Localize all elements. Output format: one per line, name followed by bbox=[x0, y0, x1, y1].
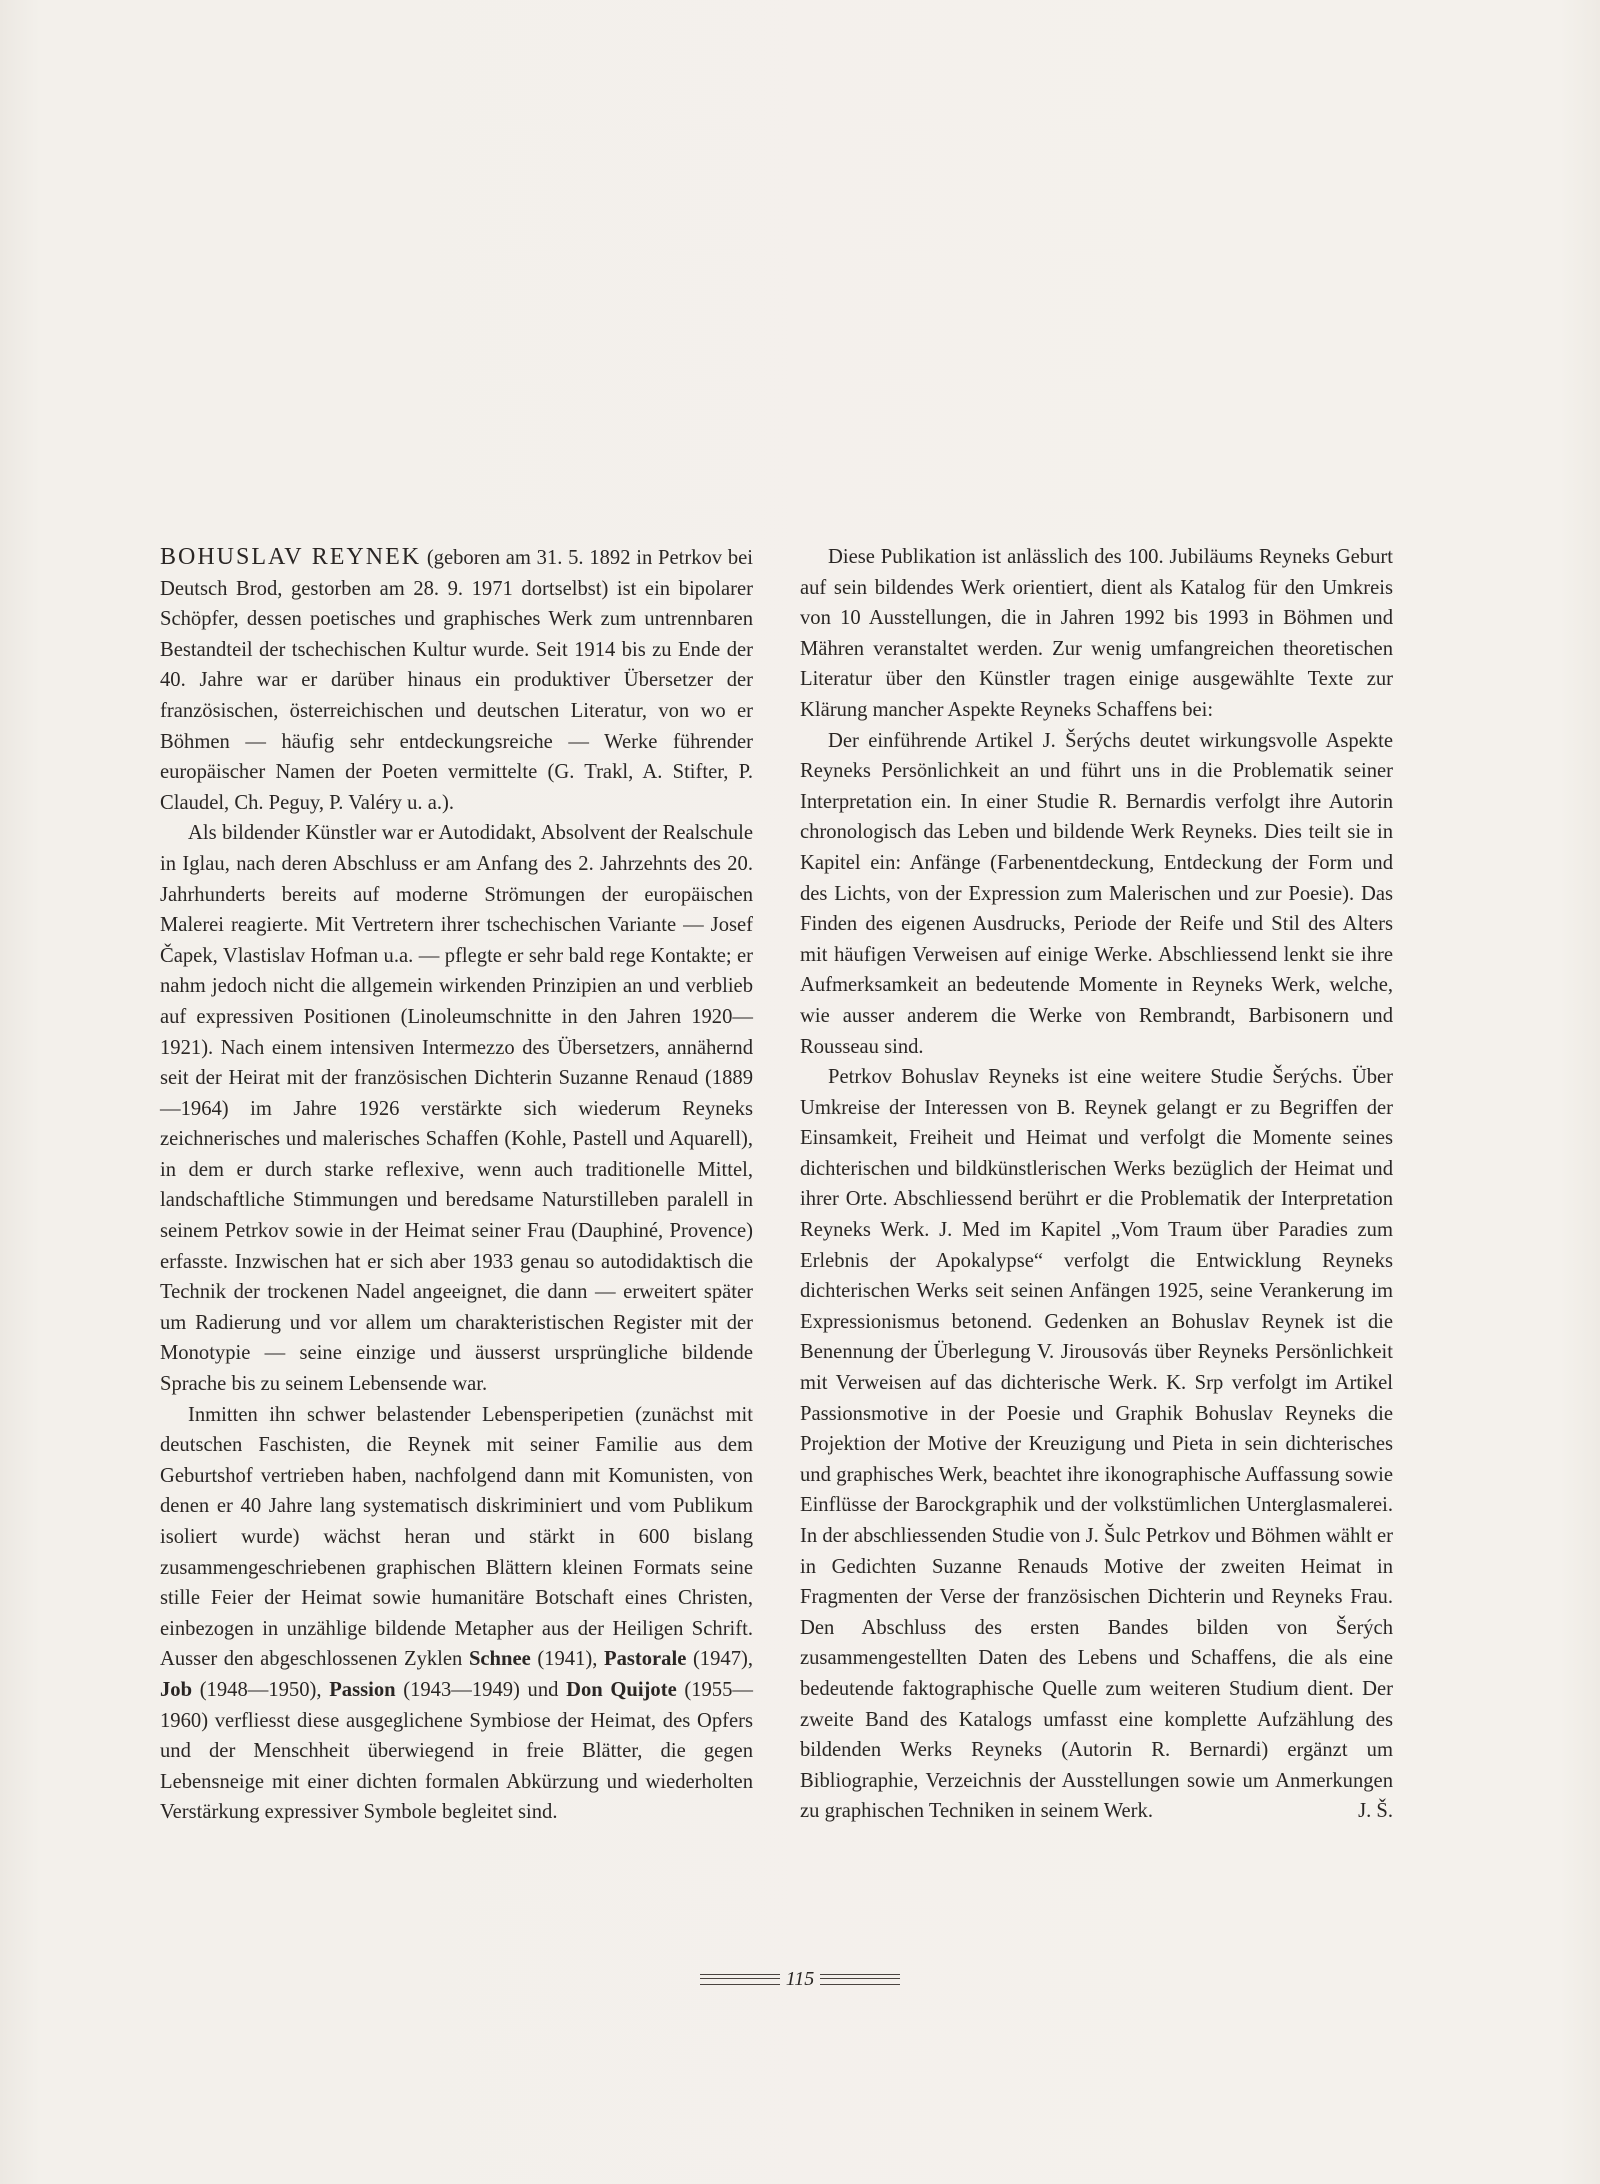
paragraph-graphic-works bbox=[160, 1400, 753, 1828]
cycle-title-job: Job bbox=[160, 1678, 193, 1701]
cycle-year: (1947), bbox=[686, 1648, 753, 1671]
folio-rule-left bbox=[700, 1974, 780, 1985]
lead-name: BOHUSLAV REYNEK bbox=[160, 544, 422, 570]
paragraph-introductory-article: Der einführende Artikel J. Šerýchs deutet wirkungsvolle Aspekte Reyneks Persönlichkeit an und führt uns in die Problematik seiner Interpretation ein. In einer Studie R. Bernardis verfolgt ihre Autorin chronologisch das Leben und bildende Werk Reyneks. Dies teilt sie in Kapitel ein: Anfänge (Farbenentdeckung, Entdeckung der Form und des Lichts, von der Expression zum Malerischen und zur Poesie). Das Finden des eigenen Ausdrucks, Periode der Reife und Stil des Alters mit häufigen Verweisen auf einige Werke. Abschliessend lenkt sie ihre Aufmerksamkeit an bedeutende Momente in Reyneks Werk, welche, wie ausser anderem die Werke von Rembrandt, Barbisonern und Rousseau sind. bbox=[800, 729, 1393, 1058]
cycle-title-pastorale: Pastorale bbox=[603, 1648, 687, 1671]
cycle-title-schnee: Schnee bbox=[468, 1648, 531, 1671]
cycle-title-don-quijote: Don Quijote bbox=[566, 1678, 677, 1701]
cycle-title-passion: Passion bbox=[329, 1678, 396, 1701]
paragraph-biography-intro bbox=[160, 542, 753, 818]
paragraph-further-studies bbox=[800, 1062, 1393, 1827]
author-signature: J. Š. bbox=[1358, 1800, 1393, 1823]
page-number: 115 bbox=[785, 1968, 815, 1990]
left-column bbox=[160, 542, 753, 1828]
cycle-year: (1948—1950), bbox=[192, 1678, 330, 1701]
page-folio bbox=[0, 1968, 1600, 1991]
paragraph-text: Inmitten ihn schwer belastender Lebensperipetien (zunächst mit deutschen Faschisten, die Reynek mit seiner Familie aus dem Geburtshof vertrieben haben, nachfolgend dann mit Komunisten, von denen er 40 Jahre lang systematisch diskriminiert und vom Publikum isoliert wurde) wächst heran und stärkt in 600 bislang zusammengeschriebenen graphischen Blättern kleinen Formats seine stille Feier der Heimat sowie humanitäre Botschaft eines Christen, einbezogen in unzählige bildende Metapher aus der Heiligen Schrift. Ausser den abgeschlossenen Zyklen bbox=[160, 1403, 753, 1671]
paragraph-artist-career: Als bildender Künstler war er Autodidakt, Absolvent der Realschule in Iglau, nach deren Abschluss er am Anfang des 2. Jahrzehnts des 20. Jahrhunderts bereits auf moderne Strömungen der europäischen Malerei reagierte. Mit Vertretern ihrer tschechischen Variante — Josef Čapek, Vlastislav Hofman u.a. — pflegte er sehr bald rege Kontakte; er nahm jedoch nicht die allgemein wirkenden Prinzipien an und verblieb auf expressiven Positionen (Linoleumschnitte in den Jahren 1920—1921). Nach einem intensiven Intermezzo des Übersetzers, annähernd seit der Heirat mit der französischen Dichterin Suzanne Renaud (1889—1964) im Jahre 1926 verstärkte sich wiederum Reyneks zeichnerisches und malerisches Schaffen (Kohle, Pastell und Aquarell), in dem er durch starke reflexive, wenn auch traditionelle Mittel, landschaftliche Stimmungen und beredsame Naturstilleben paralell in seinem Petrkov sowie in der Heimat seiner Frau (Dauphiné, Provence) erfasste. Inzwischen hat er sich aber 1933 genau so autodidaktisch die Technik der trockenen Nadel angeeignet, die dann — erweitert später um Radierung und vor allem um charakteristischen Register mit der Monotypie — seine einzige und äusserst ursprüngliche bildende Sprache bis zu seinem Lebensende war. bbox=[160, 822, 753, 1396]
cycle-year: (1941), bbox=[530, 1648, 604, 1671]
paragraph-publication-purpose: Diese Publikation ist anlässlich des 100. Jubiläums Reyneks Geburt auf sein bildendes Werk orientiert, dient als Katalog für den Umkreis von 10 Ausstellungen, die in Jahren 1992 bis 1993 in Böhmen und Mähren veranstaltet werden. Zur wenig umfangreichen theoretischen Literatur über den Künstler tragen einige ausgewählte Texte zur Klärung mancher Aspekte Reyneks Schaffens bei: bbox=[800, 546, 1393, 721]
paragraph-text: (geboren am 31. 5. 1892 in Petrkov bei Deutsch Brod, gestorben am 28. 9. 1971 dortselbst) ist ein bipolarer Schöpfer, dessen poetisches und graphisches Werk zum untrennbaren Bestandteil der tschechischen Kultur wurde. Seit 1914 bis zu Ende der 40. Jahre war er darüber hinaus ein produktiver Übersetzer der französischen, österreichischen und deutschen Literatur, von wo er Böhmen — häufig sehr entdeckungsreiche — Werke führender europäischer Namen der Poeten vermittelte (G. Trakl, A. Stifter, P. Claudel, Ch. Peguy, P. Valéry u. a.). bbox=[160, 547, 753, 814]
cycle-year: (1943—1949) und bbox=[395, 1678, 567, 1701]
folio-rule-right bbox=[820, 1974, 900, 1985]
paragraph-text: Petrkov Bohuslav Reyneks ist eine weitere Studie Šerýchs. Über Umkreise der Interessen von B. Reynek gelangt er zu Begriffen der Einsamkeit, Freiheit und Heimat und verfolgt die Momente seines dichterischen und bildkünstlerischen Werks bezüglich der Heimat und ihrer Orte. Abschliessend berührt er die Problematik der Interpretation Reyneks Werk. J. Med im Kapitel „Vom Traum über Paradies zum Erlebnis der Apokalypse“ verfolgt die Entwicklung Reyneks dichterischen Werks seit seinen Anfängen 1925, seine Verankerung im Expressionismus betonend. Gedenken an Bohuslav Reynek ist die Benennung der Überlegung V. Jirousovás über Reyneks Persönlichkeit mit Verweisen auf das dichterische Werk. K. Srp verfolgt im Artikel Passionsmotive in der Poesie und Graphik Bohuslav Reyneks die Projektion der Motive der Kreuzigung und Pieta in sein dichterisches und graphisches Werk, beachtet ihre ikonographische Auffassung sowie Einflüsse der Barockgraphik und der volkstümlichen Unterglasmalerei. In der abschliessenden Studie von J. Šulc Petrkov und Böhmen wählt er in Gedichten Suzanne Renauds Motive der zweiten Heimat in Fragmenten der Verse der französischen Dichterin und Reyneks Frau. Den Abschluss des ersten Bandes bilden von Šerých zusammengestellten Daten des Lebens und Schaffens, die als eine bedeutende faktographische Quelle zum weiteren Studium dient. Der zweite Band des Katalogs umfasst eine komplette Aufzählung des bildenden Werks Reyneks (Autorin R. Bernardi) ergänzt um Bibliographie, Verzeichnis der Ausstellungen sowie um Anmerkungen zu graphischen Techniken in seinem Werk. bbox=[800, 1066, 1393, 1823]
right-column bbox=[800, 542, 1393, 1827]
paragraph-text: (1955—1960) verfliesst diese ausgeglichene Symbiose der Heimat, des Opfers und der Menschheit überwiegend in freie Blätter, die gegen Lebensneige mit einer dichten formalen Abkürzung und wiederholten Verstärkung expressiver Symbole begleitet sind. bbox=[160, 1678, 753, 1824]
